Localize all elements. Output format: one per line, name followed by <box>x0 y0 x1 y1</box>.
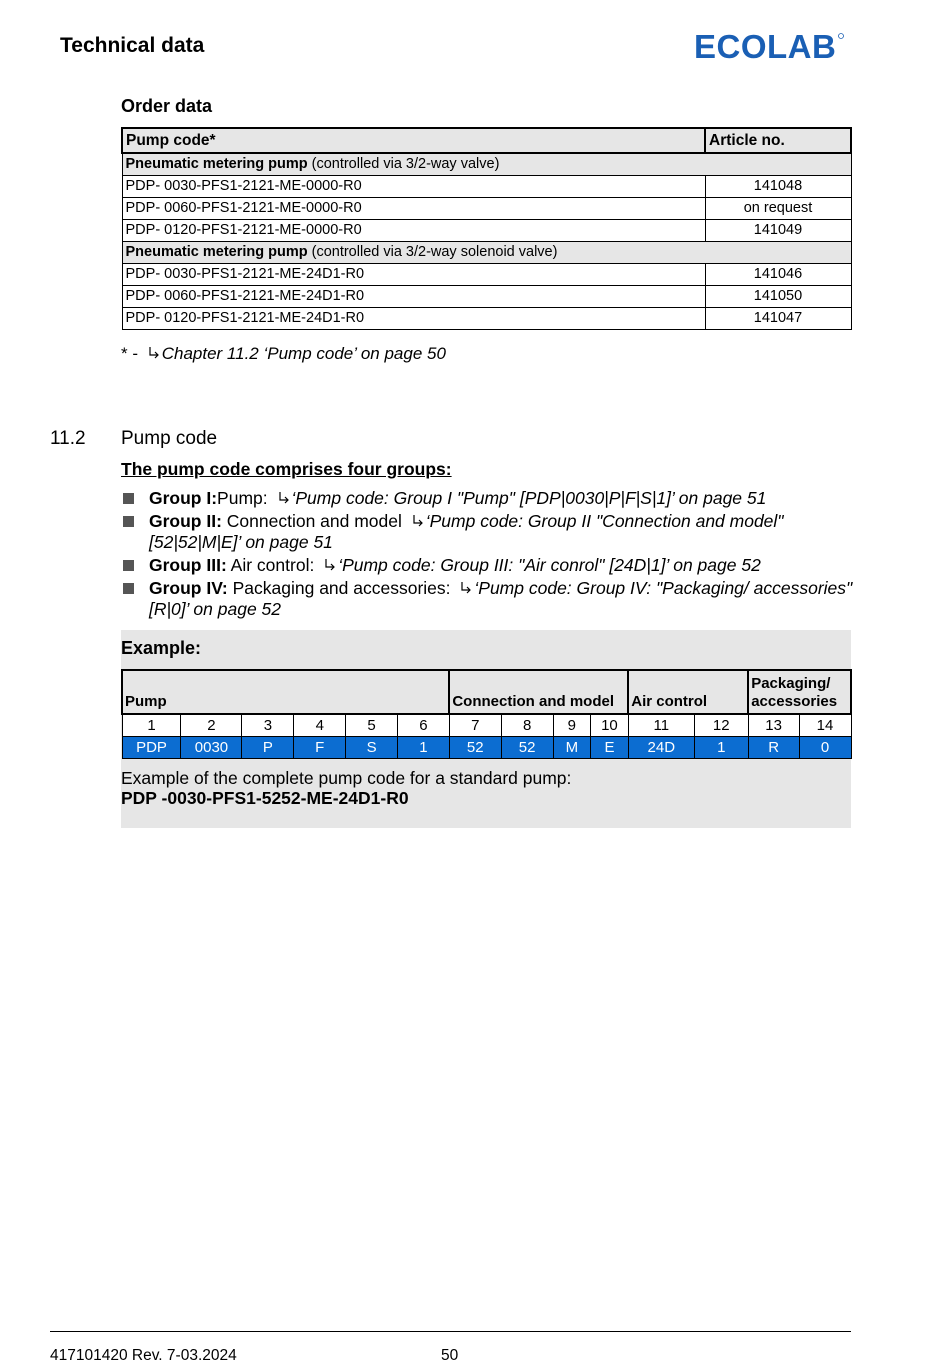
article-no-header: Article no. <box>705 128 851 153</box>
example-pump-code: PDP -0030-PFS1-5252-ME-24D1-R0 <box>121 788 409 808</box>
value-cell: R <box>748 737 799 759</box>
value-cell: E <box>591 737 629 759</box>
chapter-link[interactable]: Chapter 11.2 ‘Pump code’ on page 50 <box>161 344 446 363</box>
value-cell: 24D <box>628 737 694 759</box>
order-data-table <box>121 127 852 330</box>
value-cell: 1 <box>398 737 450 759</box>
bullet-square-icon <box>123 516 134 527</box>
cross-reference-icon <box>411 514 424 528</box>
bullet-square-icon <box>123 493 134 504</box>
list-item: Group IV: Packaging and accessories: ‘Pump code: Group IV: "Packaging/ accessories"[R|0]’ on page 52 <box>121 578 861 620</box>
pump-group-header: Pump <box>122 670 449 714</box>
table-row: PDP- 0120-PFS1-2121-ME-24D1-R0 141047 <box>122 308 851 330</box>
value-cell: M <box>553 737 591 759</box>
footer-divider <box>50 1331 851 1332</box>
position-cell: 1 <box>122 714 181 737</box>
list-item: Group II: Connection and model ‘Pump code: Group II "Connection and model" [52|52|M|E]’ on page 51 <box>121 511 861 553</box>
cross-reference-icon <box>277 491 290 505</box>
position-cell: 13 <box>748 714 799 737</box>
value-cell: P <box>242 737 294 759</box>
pump-code-example-table <box>121 669 852 759</box>
page-header-title: Technical data <box>60 34 205 57</box>
section-subtitle: The pump code comprises four groups: <box>121 459 452 479</box>
position-cell: 2 <box>181 714 242 737</box>
section-number: 11.2 <box>50 428 86 449</box>
group-row: Pneumatic metering pump (controlled via 3/2-way solenoid valve) <box>122 242 851 264</box>
position-cell: 9 <box>553 714 591 737</box>
position-cell: 10 <box>591 714 629 737</box>
value-cell: 52 <box>501 737 553 759</box>
position-cell: 3 <box>242 714 294 737</box>
table-row: PDP- 0060-PFS1-2121-ME-0000-R0 on request <box>122 198 851 220</box>
table-row: PDP- 0060-PFS1-2121-ME-24D1-R0 141050 <box>122 286 851 308</box>
group-row: Pneumatic metering pump (controlled via 3/2-way valve) <box>122 153 851 176</box>
position-cell: 11 <box>628 714 694 737</box>
cross-reference-icon <box>147 346 160 360</box>
table-row: PDP- 0120-PFS1-2121-ME-0000-R0 141049 <box>122 220 851 242</box>
example-description: Example of the complete pump code for a standard pump: PDP -0030-PFS1-5252-ME-24D1-R0 <box>121 768 572 808</box>
example-label: Example: <box>121 638 202 658</box>
list-item: Group I:Pump: ‘Pump code: Group I "Pump" [PDP|0030|P|F|S|1]’ on page 51 <box>121 488 861 509</box>
value-cell: 1 <box>694 737 748 759</box>
position-cell: 14 <box>799 714 851 737</box>
group-link[interactable]: ‘Pump code: Group II "Connection and model" [52|52|M|E]’ on page 51 <box>149 511 784 552</box>
footer-document-number: 417101420 Rev. 7-03.2024 <box>50 1347 237 1364</box>
cross-reference-icon <box>459 581 472 595</box>
table-row: PDP- 0030-PFS1-2121-ME-0000-R0 141048 <box>122 176 851 198</box>
bullet-square-icon <box>123 583 134 594</box>
position-cell: 12 <box>694 714 748 737</box>
value-cell: PDP <box>122 737 181 759</box>
footer-page-number: 50 <box>441 1347 459 1364</box>
position-cell: 6 <box>398 714 450 737</box>
footnote: * - Chapter 11.2 ‘Pump code’ on page 50 <box>121 344 446 363</box>
value-cell: 0 <box>799 737 851 759</box>
group-link[interactable]: ‘Pump code: Group IV: "Packaging/ accessories"[R|0]’ on page 52 <box>149 578 853 619</box>
cross-reference-icon <box>323 558 336 572</box>
value-cell: 52 <box>449 737 501 759</box>
position-cell: 5 <box>346 714 398 737</box>
table-row: PDP- 0030-PFS1-2121-ME-24D1-R0 141046 <box>122 264 851 286</box>
group-link[interactable]: ‘Pump code: Group I "Pump" [PDP|0030|P|F|S|1]’ on page 51 <box>291 488 767 508</box>
value-cell: S <box>346 737 398 759</box>
svg-text:ECOLAB: ECOLAB <box>694 30 837 62</box>
list-item: Group III: Air control: ‘Pump code: Group III: "Air conrol" [24D|1]’ on page 52 <box>121 555 861 576</box>
position-cell: 4 <box>294 714 346 737</box>
packaging-group-header: Packaging/ accessories <box>748 670 851 714</box>
connection-group-header: Connection and model <box>449 670 628 714</box>
pump-code-header: Pump code* <box>122 128 705 153</box>
bullet-square-icon <box>123 560 134 571</box>
order-data-heading: Order data <box>121 96 213 116</box>
value-cell: F <box>294 737 346 759</box>
position-cell: 7 <box>449 714 501 737</box>
ecolab-logo <box>694 30 844 62</box>
group-link[interactable]: ‘Pump code: Group III: "Air conrol" [24D|1]’ on page 52 <box>338 555 761 575</box>
value-cell: 0030 <box>181 737 242 759</box>
pump-code-groups-list <box>121 488 861 622</box>
section-title: Pump code <box>121 428 218 449</box>
position-cell: 8 <box>501 714 553 737</box>
air-control-group-header: Air control <box>628 670 748 714</box>
